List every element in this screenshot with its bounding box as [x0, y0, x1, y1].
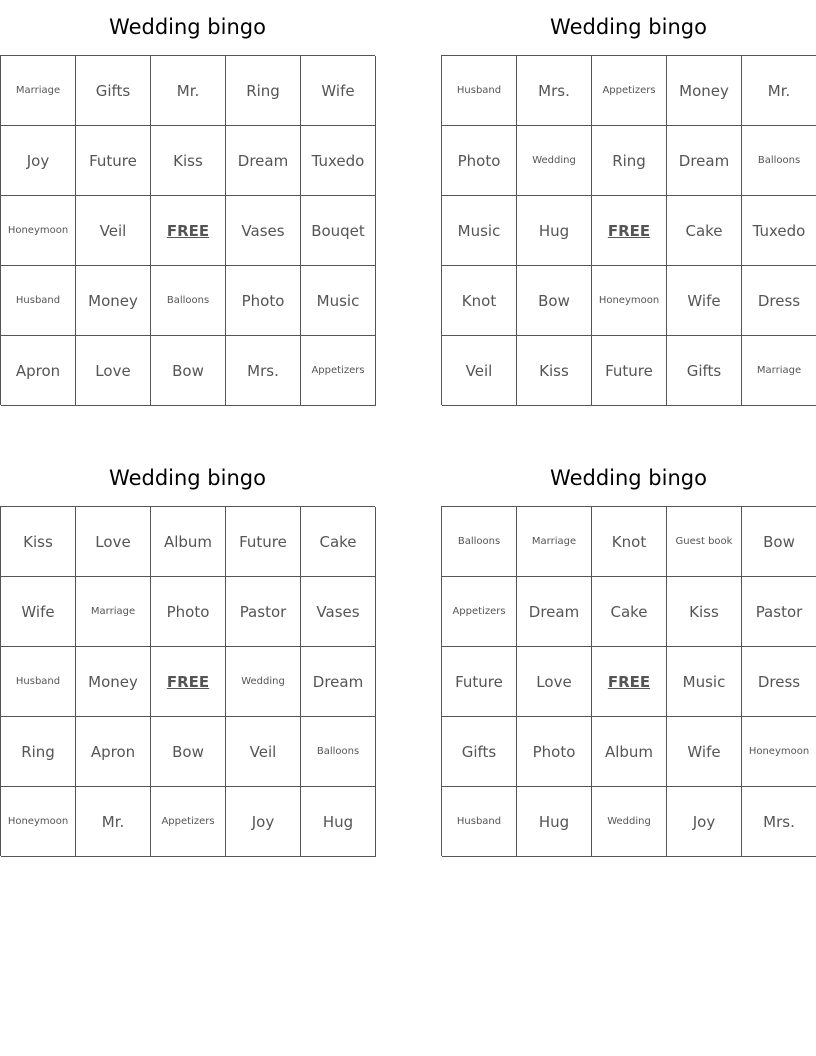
bingo-cell: Marriage	[742, 336, 816, 406]
bingo-cell: Dress	[742, 647, 816, 717]
bingo-cell: Joy	[667, 787, 742, 857]
bingo-cell: Mr.	[151, 56, 226, 126]
bingo-cell: Photo	[151, 577, 226, 647]
bingo-cell: Music	[667, 647, 742, 717]
bingo-cell: Husband	[1, 647, 76, 717]
bingo-cell: Vases	[301, 577, 376, 647]
bingo-cell: Album	[151, 507, 226, 577]
bingo-cell: Balloons	[742, 126, 816, 196]
bingo-grid	[441, 55, 816, 405]
bingo-cell: Joy	[1, 126, 76, 196]
bingo-cell: Appetizers	[592, 56, 667, 126]
bingo-cell: Wedding	[517, 126, 592, 196]
bingo-cell: Music	[442, 196, 517, 266]
bingo-cell: Ring	[226, 56, 301, 126]
bingo-cell: Mrs.	[742, 787, 816, 857]
bingo-cell: Mrs.	[226, 336, 301, 406]
bingo-cell: Veil	[442, 336, 517, 406]
bingo-cell: Honeymoon	[592, 266, 667, 336]
bingo-card-2	[441, 0, 816, 405]
free-space-cell: FREE	[151, 647, 226, 717]
bingo-grid	[0, 506, 375, 856]
bingo-cell: Dream	[667, 126, 742, 196]
bingo-cell: Vases	[226, 196, 301, 266]
bingo-cell: Appetizers	[151, 787, 226, 857]
bingo-cell: Appetizers	[442, 577, 517, 647]
bingo-cell: Pastor	[226, 577, 301, 647]
bingo-grid	[441, 506, 816, 856]
bingo-cell: Tuxedo	[742, 196, 816, 266]
bingo-cell: Money	[76, 266, 151, 336]
bingo-cell: Kiss	[1, 507, 76, 577]
bingo-cell: Money	[76, 647, 151, 717]
bingo-cell: Gifts	[76, 56, 151, 126]
bingo-cell: Husband	[442, 787, 517, 857]
bingo-cell: Bouqet	[301, 196, 376, 266]
bingo-cell: Veil	[76, 196, 151, 266]
card-title: Wedding bingo	[550, 15, 707, 39]
bingo-cell: Album	[592, 717, 667, 787]
bingo-cell: Hug	[301, 787, 376, 857]
bingo-cell: Husband	[1, 266, 76, 336]
bingo-cell: Dress	[742, 266, 816, 336]
bingo-cell: Cake	[592, 577, 667, 647]
bingo-cell: Guest book	[667, 507, 742, 577]
bingo-cell: Honeymoon	[1, 787, 76, 857]
bingo-cell: Dream	[301, 647, 376, 717]
bingo-cell: Appetizers	[301, 336, 376, 406]
bingo-cell: Future	[442, 647, 517, 717]
bingo-cell: Cake	[301, 507, 376, 577]
free-space-cell: FREE	[592, 196, 667, 266]
bingo-card-1	[0, 0, 375, 405]
bingo-cell: Knot	[592, 507, 667, 577]
bingo-cell: Pastor	[742, 577, 816, 647]
bingo-cell: Future	[592, 336, 667, 406]
bingo-cell: Gifts	[442, 717, 517, 787]
bingo-cell: Gifts	[667, 336, 742, 406]
bingo-cell: Money	[667, 56, 742, 126]
bingo-cell: Husband	[442, 56, 517, 126]
bingo-cell: Balloons	[151, 266, 226, 336]
bingo-cell: Ring	[592, 126, 667, 196]
bingo-cell: Kiss	[667, 577, 742, 647]
bingo-cell: Apron	[1, 336, 76, 406]
bingo-cell: Dream	[517, 577, 592, 647]
card-title: Wedding bingo	[109, 466, 266, 490]
bingo-cell: Kiss	[517, 336, 592, 406]
card-title: Wedding bingo	[109, 15, 266, 39]
bingo-cell: Wife	[1, 577, 76, 647]
bingo-cell: Wife	[667, 717, 742, 787]
bingo-card-4	[441, 451, 816, 856]
bingo-cell: Joy	[226, 787, 301, 857]
bingo-cell: Dream	[226, 126, 301, 196]
bingo-cell: Balloons	[301, 717, 376, 787]
bingo-cell: Cake	[667, 196, 742, 266]
bingo-cell: Hug	[517, 196, 592, 266]
bingo-cell: Wedding	[592, 787, 667, 857]
bingo-grid	[0, 55, 375, 405]
bingo-cell: Hug	[517, 787, 592, 857]
bingo-cell: Mrs.	[517, 56, 592, 126]
bingo-cell: Mr.	[76, 787, 151, 857]
bingo-cell: Mr.	[742, 56, 816, 126]
bingo-cell: Kiss	[151, 126, 226, 196]
bingo-cell: Knot	[442, 266, 517, 336]
free-space-cell: FREE	[592, 647, 667, 717]
bingo-cell: Balloons	[442, 507, 517, 577]
bingo-cell: Bow	[151, 336, 226, 406]
bingo-cell: Wedding	[226, 647, 301, 717]
bingo-cell: Photo	[442, 126, 517, 196]
bingo-cell: Tuxedo	[301, 126, 376, 196]
bingo-cell: Apron	[76, 717, 151, 787]
bingo-cell: Music	[301, 266, 376, 336]
bingo-cell: Ring	[1, 717, 76, 787]
bingo-cell: Future	[226, 507, 301, 577]
bingo-cell: Future	[76, 126, 151, 196]
bingo-card-3	[0, 451, 375, 856]
bingo-cell: Bow	[517, 266, 592, 336]
card-title: Wedding bingo	[550, 466, 707, 490]
bingo-cell: Bow	[151, 717, 226, 787]
bingo-cell: Love	[76, 336, 151, 406]
free-space-cell: FREE	[151, 196, 226, 266]
bingo-cell: Marriage	[76, 577, 151, 647]
bingo-cell: Photo	[226, 266, 301, 336]
bingo-cell: Wife	[667, 266, 742, 336]
bingo-cell: Marriage	[1, 56, 76, 126]
bingo-cell: Wife	[301, 56, 376, 126]
bingo-cell: Veil	[226, 717, 301, 787]
bingo-cell: Photo	[517, 717, 592, 787]
bingo-cell: Love	[76, 507, 151, 577]
bingo-cell: Honeymoon	[742, 717, 816, 787]
bingo-cell: Honeymoon	[1, 196, 76, 266]
bingo-cell: Bow	[742, 507, 816, 577]
bingo-cell: Love	[517, 647, 592, 717]
bingo-cell: Marriage	[517, 507, 592, 577]
